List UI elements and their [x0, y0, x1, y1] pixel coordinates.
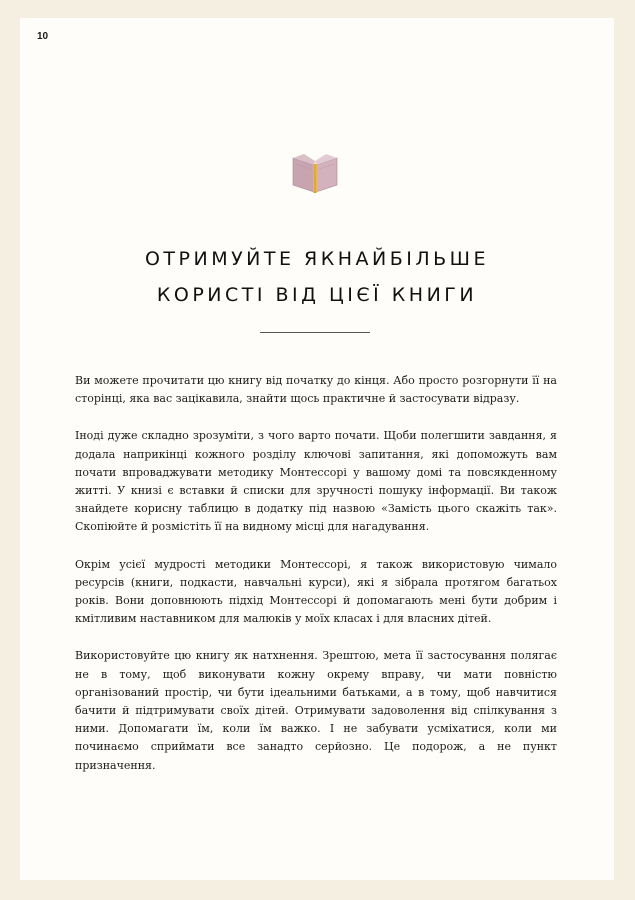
paragraph-1: Ви можете прочитати цю книгу від початку до кінця. Або просто розгорнути її на сторінці, яка вас зацікавила, знайти щось практичне й застосувати відразу.	[75, 374, 557, 406]
title-line-1: ОТРИМУЙТЕ ЯКНАЙБІЛЬШЕ	[144, 247, 490, 270]
page-title	[20, 241, 614, 313]
body-text	[75, 372, 557, 794]
paragraph-2: Іноді дуже складно зрозуміти, з чого варто почати. Щоби полегшити завдання, я додала наприкінці кожного розділу ключові запитання, які допоможуть вам почати впроваджувати методику Монтессорі у вашому домі та повсякденному житті. У книзі є вставки й списки для зручності пошуку інформації. Ви також знайдете корисну таблицю в додатку під назвою «Замість цього скажіть так». Скопіюйте й розмістіть її на видному місці для нагадування.	[75, 429, 557, 534]
paragraph-3: Окрім усієї мудрості методики Монтессорі, я також використовую чимало ресурсів (книги, подкасти, навчальні курси), які я зібрала протягом багатьох років. Вони доповнюють підхід Монтессорі й допомагають мені бути добрим і кмітливим наставником для малюків у моїх класах і для власних дітей.	[75, 557, 557, 626]
title-line-2: КОРИСТІ ВІД ЦІЄЇ КНИГИ	[156, 283, 478, 306]
title-divider	[260, 332, 370, 333]
book-icon	[290, 152, 340, 194]
book-page	[20, 18, 614, 880]
paragraph-4: Використовуйте цю книгу як натхнення. Зрештою, мета її застосування полягає не в тому, щоб виконувати кожну окрему вправу, чи мати повністю організований простір, чи бути ідеальними батьками, а в тому, щоб навчитися бачити й підтримувати своїх дітей. Отримувати задоволення від спілкування з ними. Допомагати їм, коли їм важко. І не забувати усміхатися, коли ми починаємо сприймати все занадто серйозно. Це подорож, а не пункт призначення.	[75, 649, 557, 772]
page-number: 10	[37, 31, 49, 42]
